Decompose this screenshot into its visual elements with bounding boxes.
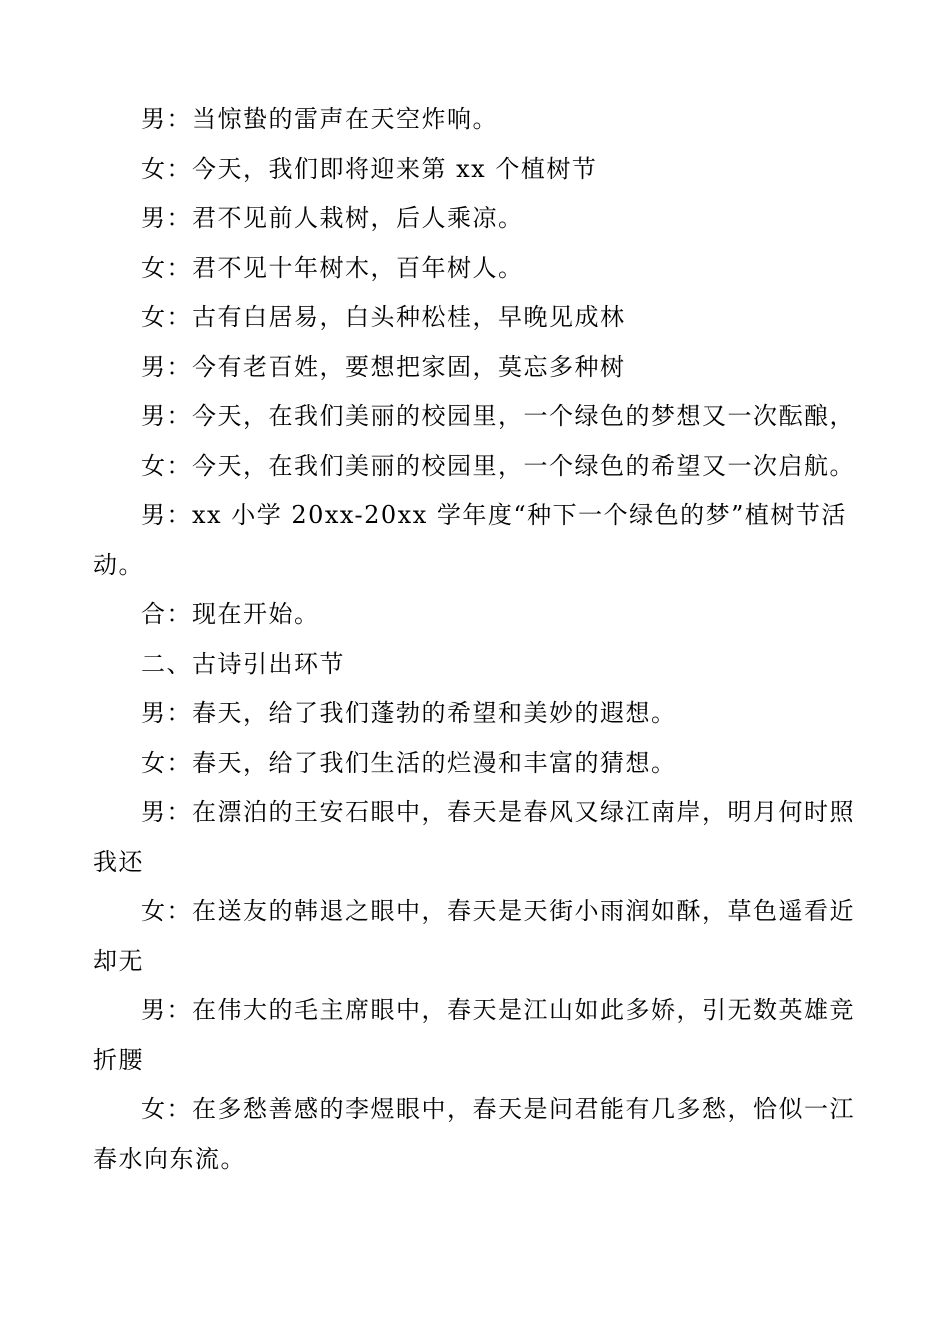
paragraph: 女：在多愁善感的李煜眼中，春天是问君能有几多愁，恰似一江春水向东流。 [93,1095,855,1173]
paragraph: 女：今天，在我们美丽的校园里，一个绿色的希望又一次启航。 [141,451,855,480]
paragraph: 男：今天，在我们美丽的校园里，一个绿色的梦想又一次酝酿， [141,402,855,430]
paragraph: 男：今有老百姓，要想把家固，莫忘多种树 [141,352,626,381]
paragraph: 男：当惊蛰的雷声在天空炸响。 [141,105,498,133]
section-heading: 二、古诗引出环节 [141,649,345,678]
paragraph: 女：在送友的韩退之眼中，春天是天街小雨润如酥，草色遥看近却无 [93,897,855,975]
paragraph: 男：春天，给了我们蓬勃的希望和美妙的遐想。 [141,699,677,727]
paragraph: 男：君不见前人栽树，后人乘凉。 [141,204,524,232]
paragraph: 女：君不见十年树木，百年树人。 [141,253,524,282]
paragraph: 女：今天，我们即将迎来第 xx 个植树节 [141,154,598,183]
paragraph: 男：在伟大的毛主席眼中，春天是江山如此多娇，引无数英雄竞折腰 [93,996,855,1074]
paragraph: 女：春天，给了我们生活的烂漫和丰富的猜想。 [141,748,677,777]
paragraph: 合：现在开始。 [141,600,320,628]
paragraph: 男：xx 小学 20xx-20xx 学年度“种下一个绿色的梦”植树节活动。 [93,501,847,579]
document-body [93,95,863,1184]
paragraph: 女：古有白居易，白头种松桂，早晚见成林 [141,303,626,331]
paragraph: 男：在漂泊的王安石眼中，春天是春风又绿江南岸，明月何时照我还 [93,798,855,876]
